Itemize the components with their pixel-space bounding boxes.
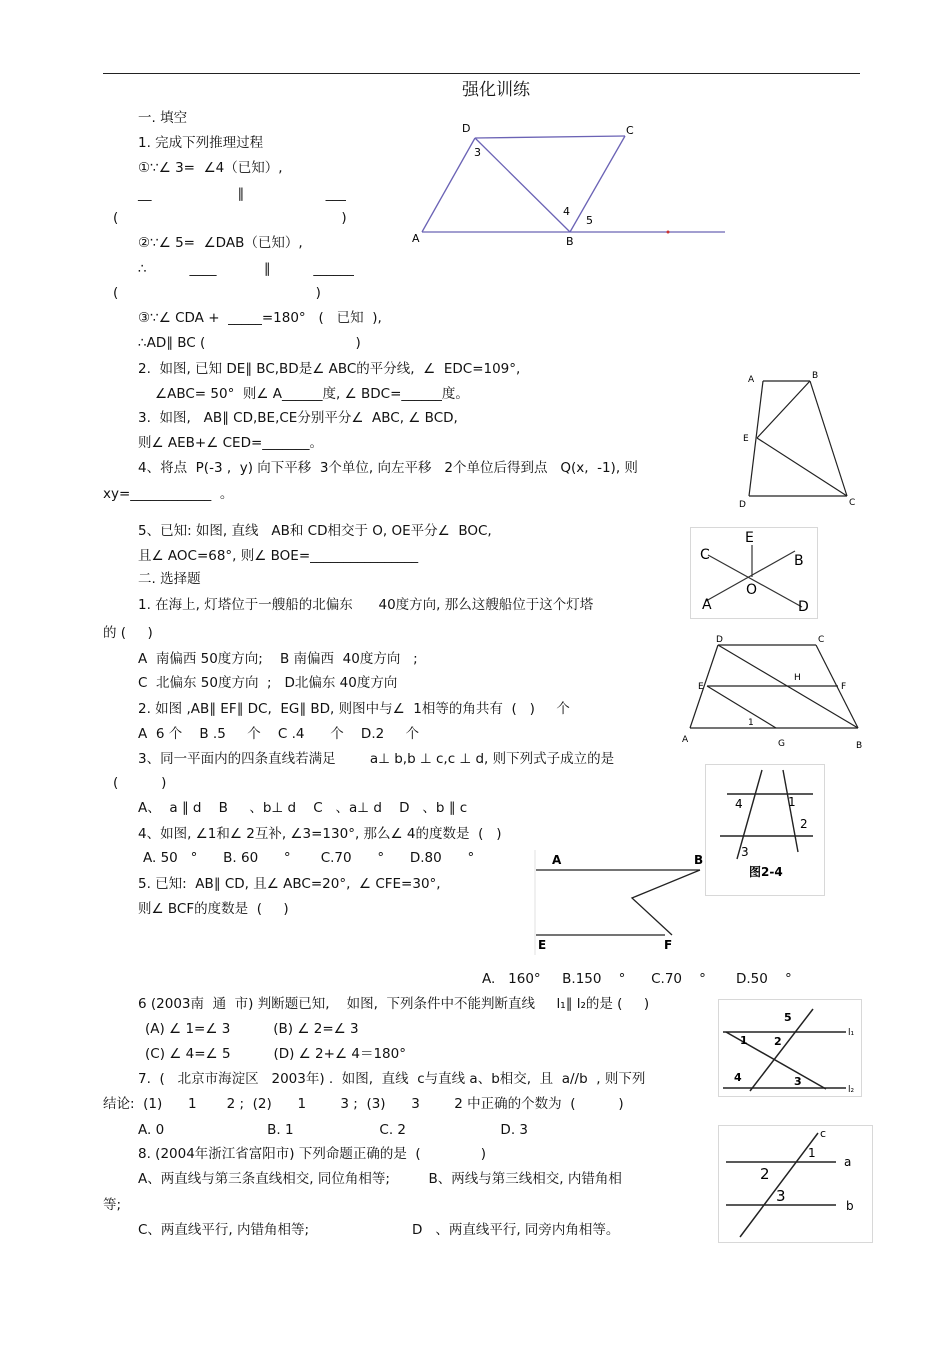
fig6-label-f: F	[664, 938, 673, 952]
fig8-label-c: c	[820, 1127, 827, 1140]
fig1-angle-4: 4	[563, 205, 570, 218]
fig3-label-a: A	[702, 597, 712, 613]
figure-4	[678, 630, 868, 755]
question-line: (A) ∠ 1=∠ 3 (B) ∠ 2=∠ 3	[145, 1021, 359, 1037]
fig7-angle-3: 3	[794, 1075, 802, 1088]
question-line: 且∠ AOC=68°, 则∠ BOE=________________	[138, 548, 419, 564]
question-line: 3. 如图, AB∥ CD,BE,CE分别平分∠ ABC, ∠ BCD,	[138, 410, 458, 426]
fig7-label-l1: l₁	[848, 1028, 855, 1038]
question-line: A 南偏西 50度方向; B 南偏西 40度方向 ;	[138, 651, 418, 667]
fig5-angle-2: 2	[800, 817, 808, 831]
question-line: 的 ( )	[103, 625, 153, 641]
question-line: ( )	[113, 775, 167, 791]
fig8-label-b: b	[846, 1199, 854, 1213]
fig4-label-b: B	[856, 741, 863, 751]
figure-5	[705, 764, 825, 896]
question-line: 1. 在海上, 灯塔位于一艘船的北偏东 40度方向, 那么这艘船位于这个灯塔	[138, 597, 594, 613]
question-line: A 6 个 B .5 个 C .4 个 D.2 个	[138, 726, 420, 742]
fig1-label-c: C	[626, 124, 634, 137]
question-line: 2. 如图 ,AB∥ EF∥ DC, EG∥ BD, 则图中与∠ 1相等的角共有 ( ) 个	[138, 701, 570, 717]
question-line: 5、已知: 如图, 直线 AB和 CD相交于 O, OE平分∠ BOC,	[138, 523, 492, 539]
question-line: xy=____________ 。	[103, 486, 234, 502]
fig4-label-c: C	[818, 635, 825, 645]
fig4-label-a: A	[682, 735, 689, 745]
fig8-label-a: a	[844, 1155, 852, 1169]
fig1-label-a: A	[412, 232, 420, 245]
fig3-label-c: C	[700, 547, 710, 563]
question-line: C 北偏东 50度方向 ; D北偏东 40度方向	[138, 675, 398, 691]
question-line: A. 0 B. 1 C. 2 D. 3	[138, 1122, 528, 1138]
question-line: A、 a ∥ d B 、b⊥ d C 、a⊥ d D 、b ∥ c	[138, 800, 468, 816]
fig4-label-f: F	[841, 682, 847, 692]
question-line: ②∵∠ 5= ∠DAB（已知）,	[138, 235, 303, 251]
fig3-label-b: B	[794, 553, 804, 569]
figure-6	[532, 850, 712, 960]
question-line: A、两直线与第三条直线相交, 同位角相等; B、两线与第三线相交, 内错角相	[138, 1171, 622, 1187]
question-line: 二. 选择题	[138, 571, 201, 587]
fig1-angle-5: 5	[586, 214, 593, 227]
question-line: ③∵∠ CDA + _____=180° ( 已知 ),	[138, 310, 382, 326]
fig2-label-b: B	[812, 371, 819, 381]
fig5-angle-3: 3	[741, 845, 749, 859]
question-line: ∠ABC= 50° 则∠ A______度, ∠ BDC=______度。	[155, 386, 469, 402]
question-line: 1. 完成下列推理过程	[138, 135, 264, 151]
fig4-label-g: G	[778, 739, 785, 749]
question-line: ①∵∠ 3= ∠4（已知）,	[138, 160, 283, 176]
fig7-angle-2: 2	[774, 1035, 782, 1048]
fig2-label-c: C	[849, 498, 856, 508]
fig7-label-l2: l₂	[848, 1085, 855, 1095]
question-line: 7. ( 北京市海淀区 2003年) . 如图, 直线 c与直线 a、b相交, 且 a//b , 则下列	[138, 1071, 646, 1087]
question-line: (C) ∠ 4=∠ 5 (D) ∠ 2+∠ 4＝180°	[145, 1046, 406, 1062]
question-line: A. 50 ° B. 60 ° C.70 ° D.80 °	[143, 850, 475, 866]
question-line: ( )	[113, 210, 347, 226]
fig5-angle-4: 4	[735, 797, 743, 811]
fig3-label-o: O	[746, 582, 758, 598]
question-line: 则∠ BCF的度数是 ( )	[138, 901, 289, 917]
fig5-caption: 图2-4	[749, 865, 783, 879]
page-title: 强化训练	[462, 80, 530, 100]
question-line: __ ∥ ___	[138, 186, 346, 202]
fig8-angle-2: 2	[760, 1165, 770, 1183]
question-line: 2. 如图, 已知 DE∥ BC,BD是∠ ABC的平分线, ∠ EDC=109°,	[138, 361, 521, 377]
question-line: 8. (2004年浙江省富阳市) 下列命题正确的是 ( )	[138, 1146, 487, 1162]
question-line: 一. 填空	[138, 110, 188, 126]
header-rule	[103, 73, 860, 74]
fig5-angle-1: 1	[788, 795, 796, 809]
question-line: 3、同一平面内的四条直线若满足 a⊥ b,b ⊥ c,c ⊥ d, 则下列式子成立的是	[138, 751, 615, 767]
fig8-angle-3: 3	[776, 1187, 786, 1205]
fig4-label-h: H	[794, 673, 801, 683]
question-line: C、两直线平行, 内错角相等; D 、两直线平行, 同旁内角相等。	[138, 1222, 620, 1238]
question-line: A. 160° B.150 ° C.70 ° D.50 °	[482, 971, 792, 987]
question-line: 4、如图, ∠1和∠ 2互补, ∠3=130°, 那么∠ 4的度数是 ( )	[138, 826, 502, 842]
fig4-angle-1: 1	[748, 718, 754, 728]
question-line: 4、将点 P(-3 , y) 向下平移 3个单位, 向左平移 2个单位后得到点 Q(x, -1), 则	[138, 460, 638, 476]
fig6-label-e: E	[538, 938, 547, 952]
question-line: 5. 已知: AB∥ CD, 且∠ ABC=20°, ∠ CFE=30°,	[138, 876, 441, 892]
fig1-label-b: B	[566, 235, 574, 248]
figure-3	[690, 527, 817, 619]
figure-7	[718, 999, 863, 1097]
question-line: 等;	[103, 1197, 122, 1213]
fig2-label-a: A	[748, 375, 755, 385]
fig6-label-b: B	[694, 853, 704, 867]
fig2-label-d: D	[739, 500, 746, 510]
fig7-angle-4: 4	[734, 1071, 742, 1084]
question-line: 6 (2003南 通 市) 判断题已知, 如图, 下列条件中不能判断直线 l₁∥ l₂的是 ( )	[138, 996, 650, 1012]
question-line: ( )	[113, 285, 321, 301]
fig7-angle-5: 5	[784, 1011, 792, 1024]
fig4-label-e: E	[698, 682, 704, 692]
figure-8	[718, 1125, 873, 1243]
fig7-angle-1: 1	[740, 1034, 748, 1047]
fig1-angle-3: 3	[474, 146, 481, 159]
fig1-label-d: D	[462, 122, 471, 135]
fig2-label-e: E	[743, 434, 749, 444]
question-line: ∴ ____ ∥ ______	[138, 261, 354, 277]
fig6-label-a: A	[552, 853, 562, 867]
figure-1	[410, 120, 740, 255]
fig4-label-d: D	[716, 635, 723, 645]
fig8-angle-1: 1	[808, 1146, 816, 1160]
question-line: 结论: (1) 1 2 ; (2) 1 3 ; (3) 3 2 中正确的个数为 ( )	[103, 1096, 624, 1112]
fig3-label-e: E	[745, 530, 754, 546]
question-line: ∴AD∥ BC ( )	[138, 335, 361, 351]
fig3-label-d: D	[798, 599, 809, 615]
question-line: 则∠ AEB+∠ CED=_______。	[138, 435, 324, 451]
figure-2	[735, 368, 865, 513]
